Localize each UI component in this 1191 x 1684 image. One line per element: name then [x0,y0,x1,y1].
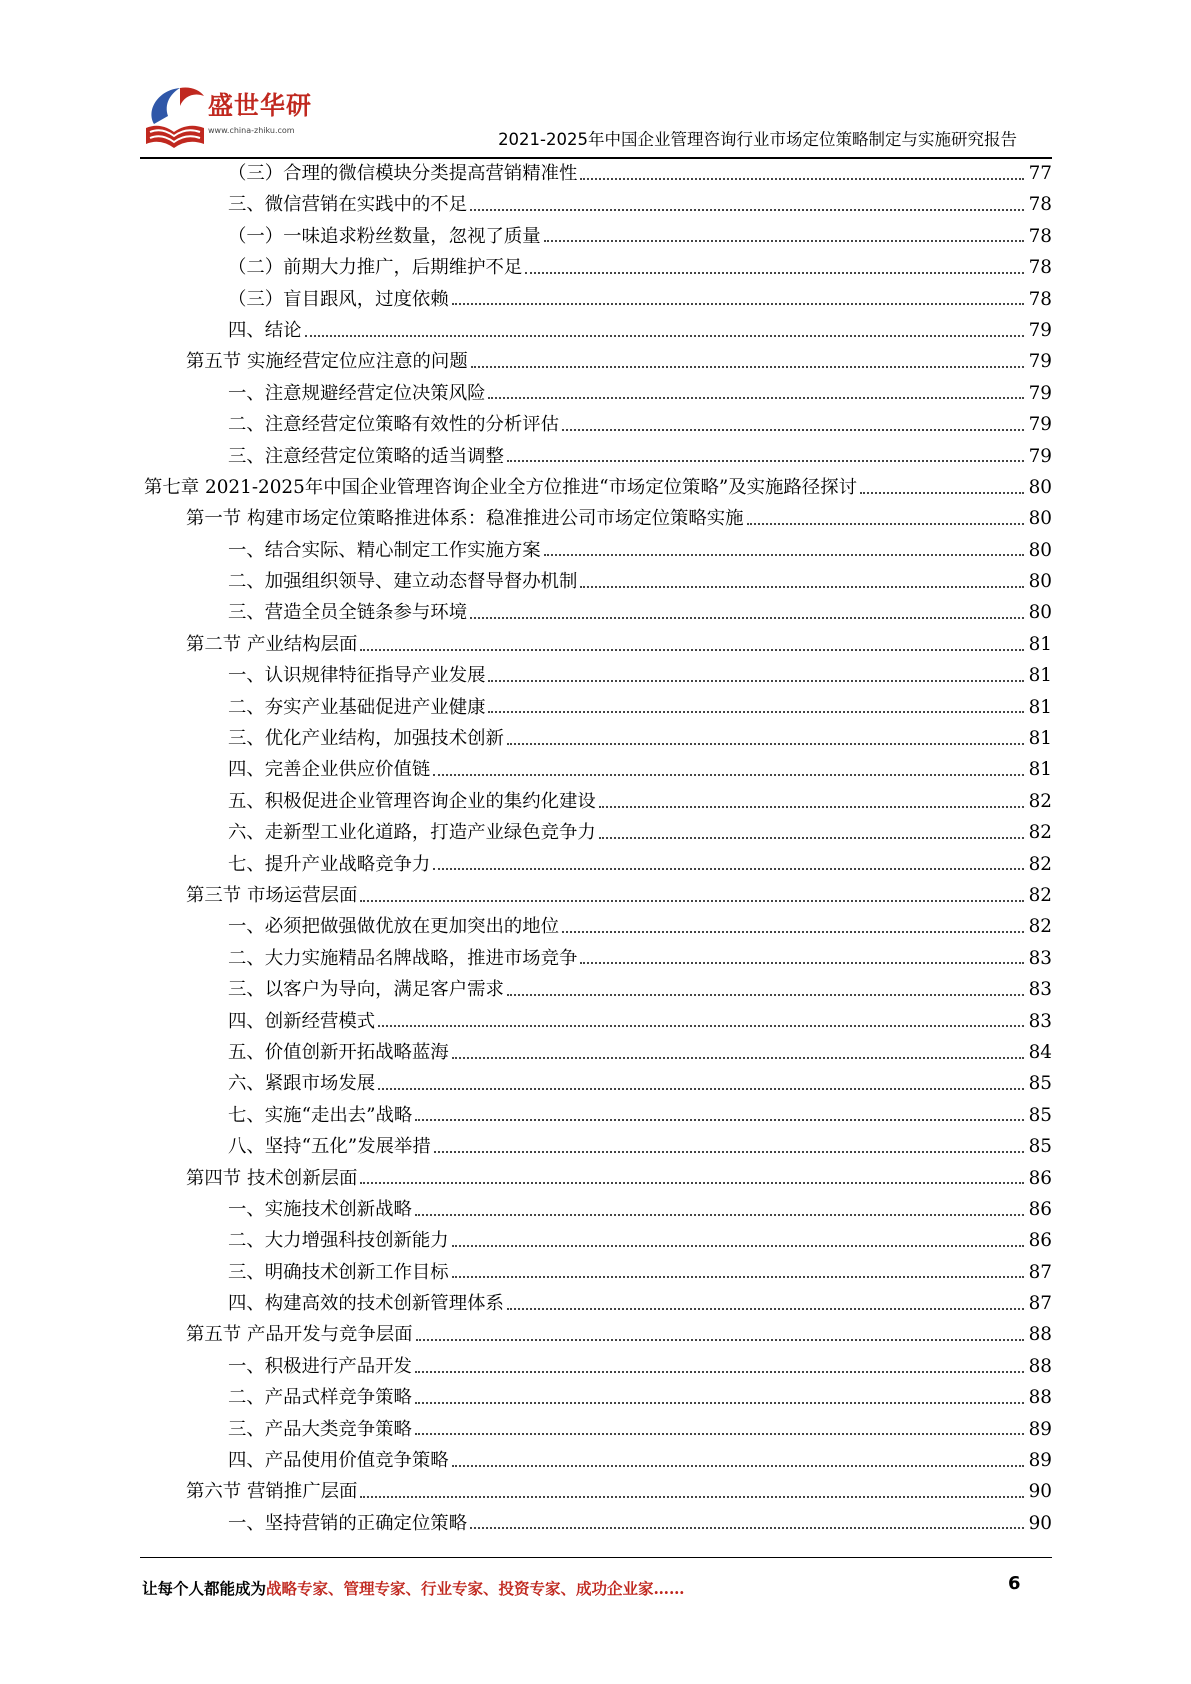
toc-dot-leader [747,523,1024,525]
brand-url: www.china-zhiku.com [208,126,295,135]
toc-dot-leader [860,492,1024,494]
toc-entry-label: 三、注意经营定位策略的适当调整 [228,445,504,467]
toc-dot-leader [470,617,1024,619]
toc-entry[interactable] [0,503,1191,534]
toc-entry-page: 88 [1028,1387,1052,1409]
toc-entry-label: 七、提升产业战略竞争力 [228,853,431,875]
logo-book-icon [140,82,210,154]
toc-entry-label: 一、必须把做强做优放在更加突出的地位 [228,916,560,938]
toc-dot-leader [305,335,1024,337]
toc-entry[interactable] [0,1319,1191,1350]
toc-entry-page: 86 [1028,1167,1052,1189]
toc-dot-leader [452,1057,1024,1059]
toc-entry-label: 第五节 实施经营定位应注意的问题 [186,351,468,373]
toc-dot-leader [562,931,1024,933]
toc-entry-label: 一、注意规避经营定位决策风险 [228,382,486,404]
company-logo [140,82,320,154]
toc-entry-page: 84 [1028,1041,1052,1063]
brand-name: 盛世华研 [208,91,313,120]
toc-entry-label: 一、认识规律特征指导产业发展 [228,665,486,687]
toc-dot-leader [507,460,1024,462]
toc-entry-page: 80 [1028,602,1052,624]
toc-dot-leader [470,209,1024,211]
toc-entry-label: 六、走新型工业化道路，打造产业绿色竞争力 [228,822,596,844]
toc-entry-page: 87 [1028,1293,1052,1315]
toc-dot-leader [580,962,1024,964]
toc-entry-label: 一、坚持营销的正确定位策略 [228,1512,468,1534]
toc-dot-leader [488,397,1024,399]
toc-entry-label: （一）一味追求粉丝数量，忽视了质量 [228,225,541,247]
toc-entry[interactable] [0,1288,1191,1319]
footer-slogan [142,1577,685,1599]
toc-entry-label: 第四节 技术创新层面 [186,1167,358,1189]
toc-dot-leader [360,900,1024,902]
toc-entry[interactable] [0,911,1191,942]
toc-dot-leader [488,711,1024,713]
toc-entry[interactable] [0,1225,1191,1256]
toc-entry-label: 三、优化产业结构，加强技术创新 [228,728,504,750]
toc-dot-leader [416,1339,1024,1341]
toc-dot-leader [415,1433,1024,1435]
toc-entry-label: 第一节 构建市场定位策略推进体系：稳准推进公司市场定位策略实施 [186,508,744,530]
toc-entry-label: 第七章 2021-2025年中国企业管理咨询企业全方位推进“市场定位策略”及实施路径探讨 [144,476,857,498]
toc-dot-leader [452,1465,1024,1467]
toc-entry[interactable] [0,1445,1191,1476]
toc-dot-leader [415,1119,1024,1121]
toc-entry[interactable] [0,1037,1191,1068]
toc-dot-leader [580,178,1024,180]
toc-dot-leader [452,1276,1024,1278]
slogan-highlight: 战略专家、管理专家、行业专家、投资专家、成功企业家…… [266,1579,685,1598]
toc-dot-leader [452,303,1024,305]
toc-entry-label: 二、大力增强科技创新能力 [228,1230,449,1252]
toc-dot-leader [507,743,1024,745]
table-of-contents [0,158,1191,1539]
toc-entry[interactable] [0,1382,1191,1413]
toc-entry-page: 81 [1028,696,1052,718]
toc-entry[interactable] [0,189,1191,220]
toc-entry-label: 三、明确技术创新工作目标 [228,1261,449,1283]
toc-entry[interactable] [0,817,1191,848]
toc-dot-leader [471,366,1024,368]
toc-entry[interactable] [0,409,1191,440]
toc-entry-page: 90 [1028,1512,1052,1534]
toc-entry-page: 80 [1028,571,1052,593]
toc-entry-label: 二、注意经营定位策略有效性的分析评估 [228,414,560,436]
footer-divider [140,1557,1052,1558]
toc-entry[interactable] [0,786,1191,817]
toc-entry[interactable] [0,1163,1191,1194]
toc-dot-leader [360,1182,1024,1184]
toc-entry-label: 第六节 营销推广层面 [186,1481,358,1503]
toc-entry-label: 四、结论 [228,319,302,341]
toc-entry[interactable] [0,629,1191,660]
toc-entry-page: 78 [1028,288,1052,310]
toc-entry[interactable] [0,974,1191,1005]
toc-entry-page: 80 [1028,476,1052,498]
toc-entry-page: 81 [1028,728,1052,750]
toc-dot-leader [415,1371,1024,1373]
toc-entry-page: 89 [1028,1418,1052,1440]
toc-entry-page: 88 [1028,1355,1052,1377]
toc-entry-page: 86 [1028,1198,1052,1220]
toc-entry-page: 82 [1028,790,1052,812]
toc-entry-page: 85 [1028,1073,1052,1095]
toc-entry[interactable] [0,1257,1191,1288]
toc-dot-leader [452,1245,1024,1247]
toc-entry[interactable] [0,472,1191,503]
toc-entry-label: 三、营造全员全链条参与环境 [228,602,468,624]
toc-entry-label: 二、夯实产业基础促进产业健康 [228,696,486,718]
toc-entry-label: 六、紧跟市场发展 [228,1073,376,1095]
toc-entry[interactable] [0,284,1191,315]
toc-entry-page: 83 [1028,947,1052,969]
toc-entry-label: 四、产品使用价值竞争策略 [228,1450,449,1472]
toc-entry-label: 五、价值创新开拓战略蓝海 [228,1041,449,1063]
slogan-lead: 让每个人都能成为 [142,1579,267,1598]
toc-dot-leader [378,1088,1024,1090]
toc-entry[interactable] [0,221,1191,252]
toc-entry-label: 一、实施技术创新战略 [228,1198,412,1220]
toc-entry[interactable] [0,754,1191,785]
toc-dot-leader [599,806,1024,808]
toc-entry[interactable] [0,1414,1191,1445]
toc-entry-page: 89 [1028,1450,1052,1472]
toc-entry-page: 83 [1028,979,1052,1001]
toc-entry-page: 90 [1028,1481,1052,1503]
toc-entry[interactable] [0,849,1191,880]
toc-entry-page: 85 [1028,1136,1052,1158]
toc-entry-label: 第五节 产品开发与竞争层面 [186,1324,413,1346]
toc-entry[interactable] [0,943,1191,974]
toc-dot-leader [580,586,1024,588]
toc-entry-page: 88 [1028,1324,1052,1346]
toc-entry[interactable] [0,1351,1191,1382]
toc-entry-label: 一、结合实际、精心制定工作实施方案 [228,539,541,561]
toc-dot-leader [507,1308,1024,1310]
toc-dot-leader [599,837,1024,839]
toc-entry-page: 79 [1028,319,1052,341]
toc-dot-leader [415,1402,1024,1404]
toc-entry-label: 三、以客户为导向，满足客户需求 [228,979,504,1001]
toc-entry-label: 七、实施“走出去”战略 [228,1104,413,1126]
toc-entry-label: 第二节 产业结构层面 [186,633,358,655]
toc-entry[interactable] [0,723,1191,754]
toc-entry[interactable] [0,378,1191,409]
toc-dot-leader [378,1025,1024,1027]
toc-entry-label: 四、构建高效的技术创新管理体系 [228,1293,504,1315]
report-title: 2021-2025年中国企业管理咨询行业市场定位策略制定与实施研究报告 [498,130,1017,149]
toc-entry-page: 83 [1028,1010,1052,1032]
toc-entry-page: 79 [1028,445,1052,467]
toc-entry-page: 78 [1028,225,1052,247]
toc-entry-label: 第三节 市场运营层面 [186,884,358,906]
toc-entry-label: 四、创新经营模式 [228,1010,376,1032]
toc-entry-page: 79 [1028,382,1052,404]
toc-entry-page: 81 [1028,633,1052,655]
toc-dot-leader [470,1527,1024,1529]
toc-entry-label: （三）合理的微信模块分类提高营销精准性 [228,163,578,184]
toc-entry-label: 二、加强组织领导、建立动态督导督办机制 [228,571,578,593]
toc-entry-page: 81 [1028,759,1052,781]
toc-entry-page: 86 [1028,1230,1052,1252]
toc-entry[interactable] [0,597,1191,628]
toc-entry-page: 80 [1028,539,1052,561]
toc-entry-page: 82 [1028,853,1052,875]
toc-entry[interactable] [0,566,1191,597]
toc-entry[interactable] [0,252,1191,283]
toc-entry[interactable] [0,158,1191,189]
toc-entry-page: 87 [1028,1261,1052,1283]
toc-entry[interactable] [0,692,1191,723]
toc-entry[interactable] [0,1131,1191,1162]
page-header [0,0,1191,160]
toc-entry-label: 三、微信营销在实践中的不足 [228,194,468,216]
toc-entry-page: 79 [1028,351,1052,373]
toc-entry[interactable] [0,1100,1191,1131]
toc-entry[interactable] [0,1508,1191,1539]
toc-entry-page: 81 [1028,665,1052,687]
toc-entry[interactable] [0,1068,1191,1099]
toc-entry-page: 82 [1028,884,1052,906]
toc-entry-page: 82 [1028,822,1052,844]
toc-entry-page: 78 [1028,194,1052,216]
toc-entry[interactable] [0,535,1191,566]
toc-entry[interactable] [0,315,1191,346]
toc-dot-leader [360,649,1024,651]
page-number: 6 [1008,1573,1021,1594]
toc-entry[interactable] [0,1006,1191,1037]
toc-entry-page: 79 [1028,414,1052,436]
toc-entry[interactable] [0,880,1191,911]
toc-entry-label: 一、积极进行产品开发 [228,1355,412,1377]
toc-entry-page: 82 [1028,916,1052,938]
toc-dot-leader [507,994,1024,996]
toc-entry-label: 二、大力实施精品名牌战略，推进市场竞争 [228,947,578,969]
toc-dot-leader [544,554,1024,556]
toc-entry-page: 77 [1028,163,1052,184]
toc-entry[interactable] [0,1194,1191,1225]
toc-dot-leader [488,680,1024,682]
toc-dot-leader [360,1496,1024,1498]
toc-entry-label: 八、坚持“五化”发展举措 [228,1136,431,1158]
toc-dot-leader [415,1214,1024,1216]
toc-dot-leader [525,272,1024,274]
toc-dot-leader [562,429,1024,431]
toc-entry[interactable] [0,441,1191,472]
toc-entry-page: 80 [1028,508,1052,530]
toc-entry-label: （三）盲目跟风，过度依赖 [228,288,449,310]
toc-dot-leader [433,774,1024,776]
toc-entry-label: 五、积极促进企业管理咨询企业的集约化建设 [228,790,596,812]
toc-entry-label: 三、产品大类竞争策略 [228,1418,412,1440]
toc-dot-leader [433,868,1024,870]
toc-entry-page: 78 [1028,257,1052,279]
toc-entry[interactable] [0,346,1191,377]
toc-entry[interactable] [0,660,1191,691]
toc-entry-page: 85 [1028,1104,1052,1126]
toc-dot-leader [544,240,1024,242]
toc-entry[interactable] [0,1476,1191,1507]
toc-dot-leader [434,1151,1024,1153]
toc-entry-label: 二、产品式样竞争策略 [228,1387,412,1409]
toc-entry-label: （二）前期大力推广，后期维护不足 [228,257,523,279]
toc-entry-label: 四、完善企业供应价值链 [228,759,431,781]
